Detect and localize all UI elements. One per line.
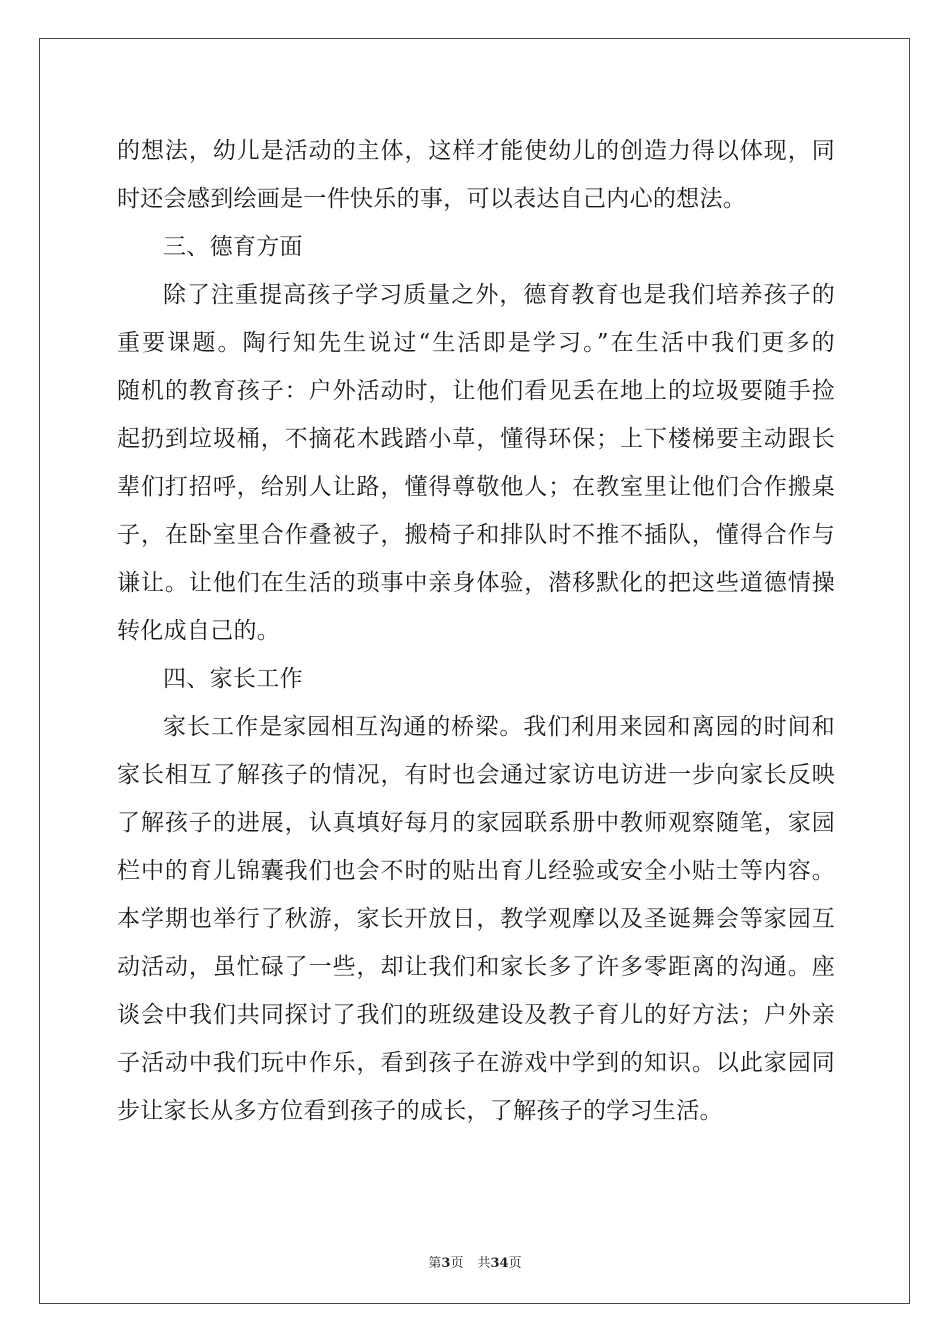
text-line: 子活动中我们玩中作乐，看到孩子在游戏中学到的知识。以此家园同 <box>117 1050 835 1076</box>
text-line: 本学期也举行了秋游，家长开放日，教学观摩以及圣诞舞会等家园互 <box>117 906 835 932</box>
text-line: 家长相互了解孩子的情况，有时也会通过家访电访进一步向家长反映 <box>117 762 835 788</box>
page-prefix: 第 <box>428 1256 442 1271</box>
text-line: 重要课题。陶行知先生说过“生活即是学习。”在生活中我们更多的 <box>117 330 835 356</box>
total-prefix: 共 <box>477 1256 491 1271</box>
text-line: 了解孩子的进展，认真填好每月的家园联系册中教师观察随笔，家园 <box>117 810 835 836</box>
total-suffix: 页 <box>508 1256 522 1271</box>
text-line: 转化成自己的。 <box>117 618 281 644</box>
page-number: 3 <box>441 1256 451 1271</box>
text-line: 栏中的育儿锦囊我们也会不时的贴出育儿经验或安全小贴士等内容。 <box>117 858 835 884</box>
text-line: 步让家长从多方位看到孩子的成长，了解孩子的学习生活。 <box>117 1098 723 1124</box>
total-pages: 34 <box>490 1256 509 1271</box>
text-line: 家长工作是家园相互沟通的桥梁。我们利用来园和离园的时间和 <box>163 714 835 740</box>
text-line: 谦让。让他们在生活的琐事中亲身体验，潜移默化的把这些道德情操 <box>117 570 835 596</box>
text-line: 的想法，幼儿是活动的主体，这样才能使幼儿的创造力得以体现，同 <box>117 138 835 164</box>
text-line: 时还会感到绘画是一件快乐的事，可以表达自己内心的想法。 <box>117 186 747 212</box>
text-line: 随机的教育孩子：户外活动时，让他们看见丢在地上的垃圾要随手捡 <box>117 378 835 404</box>
text-line: 起扔到垃圾桶，不摘花木践踏小草，懂得环保；上下楼梯要主动跟长 <box>117 426 835 452</box>
text-line: 除了注重提高孩子学习质量之外，德育教育也是我们培养孩子的 <box>163 282 835 308</box>
document-body <box>117 127 835 1135</box>
text-line: 子，在卧室里合作叠被子，搬椅子和排队时不推不插队，懂得合作与 <box>117 522 835 548</box>
text-line: 谈会中我们共同探讨了我们的班级建设及教子育儿的好方法；户外亲 <box>117 1002 835 1028</box>
text-line: 动活动，虽忙碌了一些，却让我们和家长多了许多零距离的沟通。座 <box>117 954 835 980</box>
page-footer <box>0 1252 950 1271</box>
text-line: 辈们打招呼，给别人让路，懂得尊敬他人；在教室里让他们合作搬桌 <box>117 474 835 500</box>
text-line: 三、德育方面 <box>163 234 303 260</box>
page-suffix: 页 <box>450 1256 464 1271</box>
text-line: 四、家长工作 <box>163 666 303 692</box>
